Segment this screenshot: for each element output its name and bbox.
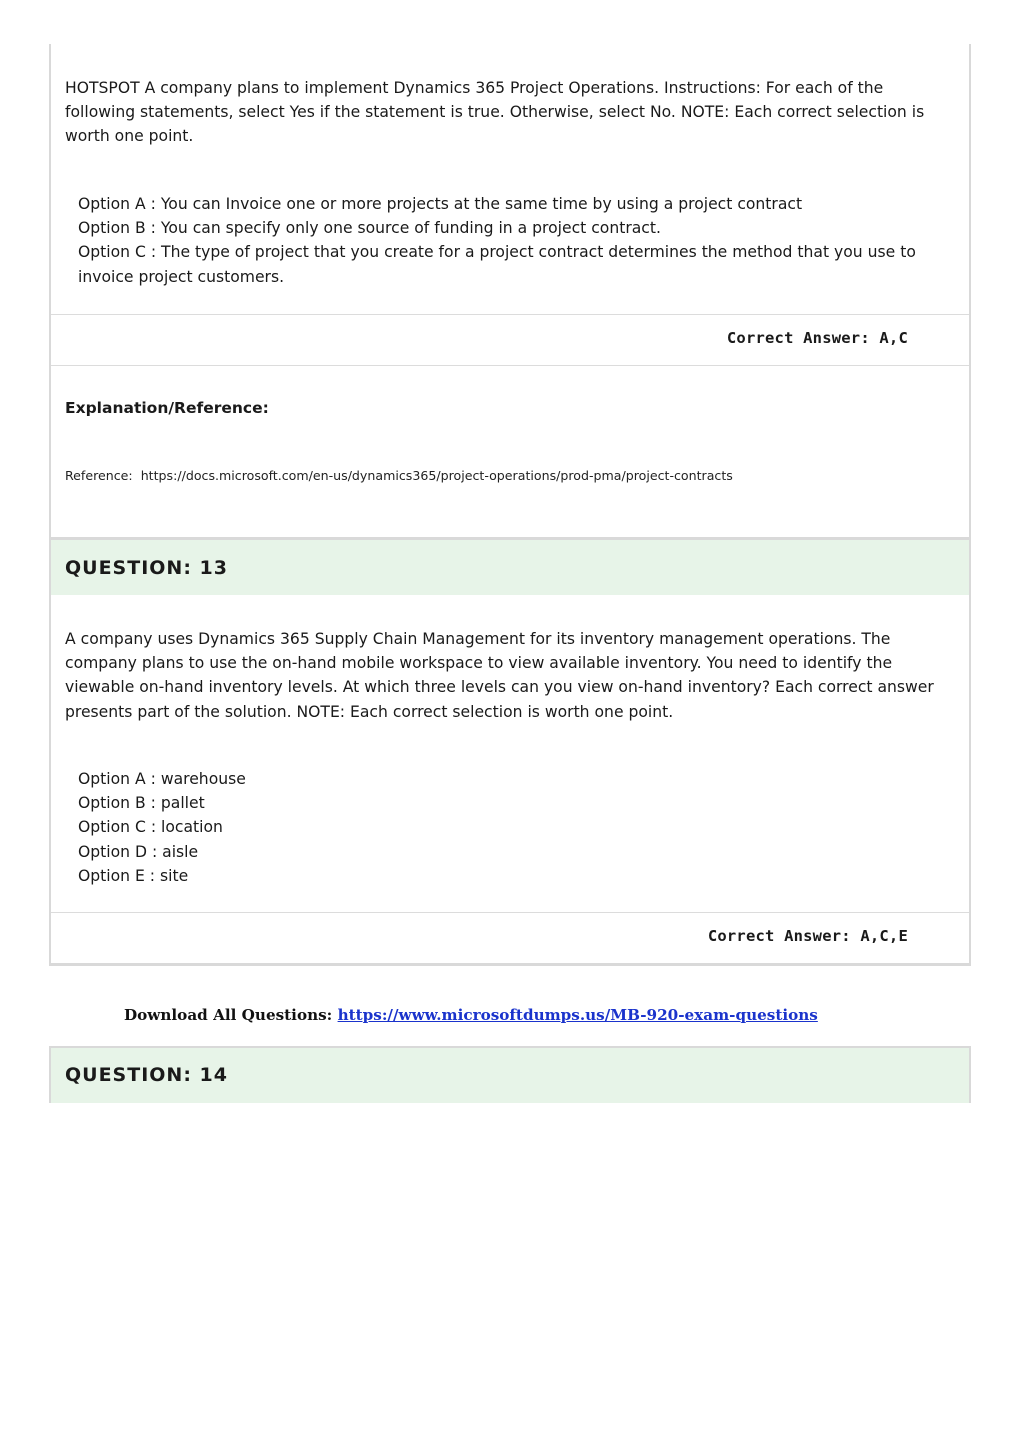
reference-line [65,468,733,483]
question-13-options [78,767,948,888]
question-14-header [51,1048,969,1103]
explanation-heading: Explanation/Reference: [65,399,269,417]
question-13-text: A company uses Dynamics 365 Supply Chain Management for its inventory management operations. The company plans to use the on-hand mobile workspace to view available inventory. You need to identify the viewable on-hand inventory levels. At which three levels can you view on-hand inventory? Each correct answer presents part of the solution. NOTE: Each correct selection is worth one point. [65,630,934,721]
option-c: Option C : location [78,818,223,837]
divider [51,912,969,913]
download-link[interactable]: https://www.microsoftdumps.us/MB-920-exam-questions [337,1006,818,1024]
question-panel [49,44,971,966]
reference-url: https://docs.microsoft.com/en-us/dynamics365/project-operations/prod-pma/project-contracts [140,468,733,483]
option-a: Option A : warehouse [78,770,246,788]
question-12-options [78,192,948,289]
option-a: Option A : You can Invoice one or more projects at the same time by using a project contract [78,195,803,213]
divider [51,365,969,366]
question-14-panel [49,1046,971,1103]
download-line [124,1006,818,1024]
correct-answer: Correct Answer: A,C [726,329,908,347]
option-c: Option C : The type of project that you create for a project contract determines the method that you use to invoice project customers. [78,243,916,286]
question-14-title: QUESTION: 14 [65,1064,228,1086]
option-b: Option B : pallet [78,794,205,813]
option-e: Option E : site [78,866,189,885]
reference-label: Reference: [65,468,133,483]
question-12-text: HOTSPOT A company plans to implement Dynamics 365 Project Operations. Instructions: For each of the following statements, select Yes if the statement is true. Otherwise, select No. NOTE: Each correct selection is worth one point. [65,79,925,146]
correct-answer: Correct Answer: A,C,E [707,927,908,945]
option-d: Option D : aisle [78,842,199,861]
divider [51,314,969,315]
question-13-header [51,537,969,595]
question-13-title: QUESTION: 13 [65,557,228,579]
option-b: Option B : You can specify only one source of funding in a project contract. [78,219,661,238]
download-label: Download All Questions: [124,1006,333,1024]
